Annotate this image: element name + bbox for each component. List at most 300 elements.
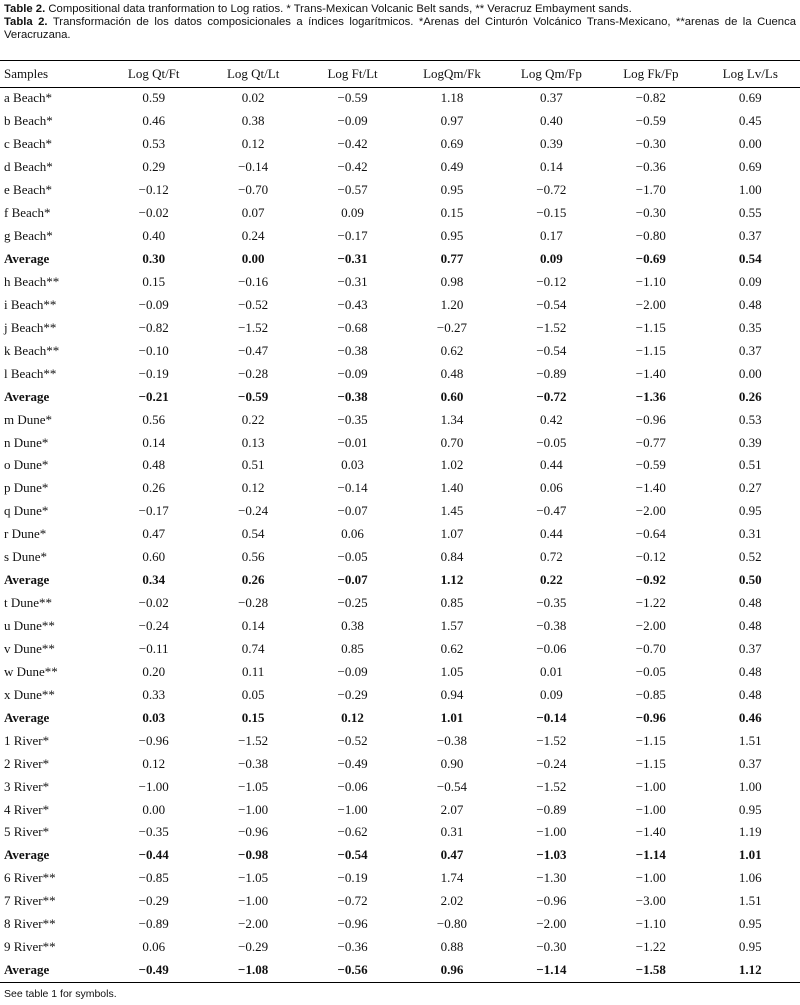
sample-cell: q Dune*: [4, 503, 49, 519]
value-cell: 0.54: [738, 251, 762, 267]
value-cell: −1.00: [635, 870, 666, 886]
value-cell: −0.54: [337, 847, 368, 863]
value-cell: 0.37: [540, 90, 563, 106]
value-cell: 0.84: [440, 549, 464, 565]
value-cell: −0.01: [337, 434, 368, 450]
value-cell: 0.47: [440, 847, 464, 863]
value-cell: 0.95: [440, 182, 464, 198]
column-header: Samples: [4, 66, 49, 81]
table-row: [0, 729, 800, 752]
value-cell: 0.95: [440, 228, 464, 244]
sample-cell: g Beach*: [4, 228, 53, 244]
table-row: [0, 156, 800, 179]
value-cell: −0.85: [138, 870, 169, 886]
table-row: [0, 87, 800, 110]
value-cell: −0.59: [635, 113, 666, 129]
value-cell: −0.89: [536, 801, 567, 817]
value-cell: −1.14: [536, 962, 567, 978]
value-cell: 2.07: [440, 801, 464, 817]
table-row: [0, 890, 800, 913]
value-cell: 0.50: [738, 572, 762, 588]
value-cell: 0.44: [540, 526, 563, 542]
table-row: [0, 431, 800, 454]
value-cell: −1.00: [138, 778, 169, 794]
table-row: [0, 660, 800, 683]
table-row: [0, 592, 800, 615]
value-cell: −0.05: [536, 434, 567, 450]
value-cell: −0.30: [635, 205, 666, 221]
value-cell: 0.56: [241, 549, 265, 565]
sample-cell: l Beach**: [4, 365, 57, 381]
sample-cell: 2 River*: [4, 755, 50, 771]
value-cell: 0.06: [341, 526, 364, 542]
value-cell: −0.80: [635, 228, 666, 244]
sample-cell: k Beach**: [4, 342, 60, 358]
value-cell: 0.09: [738, 273, 762, 289]
value-cell: 0.14: [241, 618, 265, 634]
value-cell: 0.06: [540, 480, 563, 496]
value-cell: 0.48: [738, 663, 762, 679]
value-cell: −1.15: [635, 732, 666, 748]
value-cell: 0.39: [738, 434, 762, 450]
average-row: [0, 385, 800, 408]
value-cell: −1.52: [536, 732, 567, 748]
average-row: [0, 248, 800, 271]
sample-cell: Average: [4, 962, 50, 978]
value-cell: −0.42: [337, 159, 368, 175]
value-cell: 0.62: [440, 342, 464, 358]
value-cell: 1.12: [738, 962, 762, 978]
value-cell: −0.24: [536, 755, 567, 771]
value-cell: −1.00: [238, 893, 269, 909]
column-header: Log Qm/Fp: [520, 66, 582, 81]
value-cell: −0.09: [138, 296, 169, 312]
caption-es-text: Transformación de los datos composicionales a índices logarítmicos. *Arenas del Cinturón Volcánico Trans-Mexicano, **arenas de la Cuenca Veracruzana.: [4, 16, 797, 41]
value-cell: 0.72: [540, 549, 563, 565]
value-cell: 0.22: [540, 572, 563, 588]
value-cell: −0.36: [337, 939, 368, 955]
value-cell: 0.00: [142, 801, 166, 817]
value-cell: 0.48: [738, 595, 762, 611]
value-cell: 0.44: [540, 457, 563, 473]
sample-cell: i Beach**: [4, 296, 57, 312]
value-cell: 0.60: [142, 549, 166, 565]
value-cell: −1.10: [635, 916, 666, 932]
value-cell: 0.47: [142, 526, 166, 542]
average-row: [0, 959, 800, 982]
value-cell: −0.06: [536, 640, 567, 656]
footnote: See table 1 for symbols.: [4, 988, 117, 1000]
value-cell: 0.37: [738, 640, 762, 656]
value-cell: 1.20: [440, 296, 464, 312]
value-cell: 0.96: [440, 962, 464, 978]
value-cell: 1.05: [440, 663, 464, 679]
value-cell: 0.26: [241, 572, 265, 588]
sample-cell: 4 River*: [4, 801, 50, 817]
value-cell: 0.52: [738, 549, 762, 565]
value-cell: 1.34: [440, 411, 464, 427]
value-cell: −0.31: [337, 273, 368, 289]
value-cell: 0.15: [142, 273, 166, 289]
table-row: [0, 638, 800, 661]
sample-cell: d Beach*: [4, 159, 53, 175]
sample-cell: x Dune**: [4, 686, 55, 702]
value-cell: −0.28: [238, 365, 269, 381]
value-cell: 0.95: [738, 916, 762, 932]
bottom-rule: [0, 982, 800, 983]
value-cell: −0.68: [337, 319, 368, 335]
value-cell: 0.30: [142, 251, 166, 267]
value-cell: −1.08: [238, 962, 269, 978]
column-header: Log Lv/Ls: [722, 66, 778, 81]
value-cell: −0.72: [536, 388, 567, 404]
value-cell: −1.05: [238, 870, 269, 886]
value-cell: 0.85: [440, 595, 464, 611]
sample-cell: n Dune*: [4, 434, 49, 450]
value-cell: −0.02: [138, 595, 169, 611]
value-cell: −1.15: [635, 319, 666, 335]
average-row: [0, 706, 800, 729]
value-cell: −0.19: [138, 365, 169, 381]
value-cell: 0.39: [540, 136, 563, 152]
value-cell: 0.48: [142, 457, 166, 473]
table-row: [0, 500, 800, 523]
value-cell: −1.52: [238, 732, 269, 748]
sample-cell: m Dune*: [4, 411, 53, 427]
value-cell: −0.16: [238, 273, 269, 289]
table-row: [0, 202, 800, 225]
table-row: [0, 362, 800, 385]
value-cell: −0.80: [436, 916, 468, 932]
value-cell: −2.00: [635, 296, 666, 312]
value-cell: 0.56: [142, 411, 166, 427]
value-cell: −0.14: [337, 480, 368, 496]
sample-cell: 1 River*: [4, 732, 50, 748]
value-cell: −0.14: [238, 159, 269, 175]
sample-cell: Average: [4, 572, 50, 588]
value-cell: 0.51: [241, 457, 265, 473]
value-cell: −0.28: [238, 595, 269, 611]
value-cell: 0.05: [241, 686, 265, 702]
value-cell: 0.49: [440, 159, 464, 175]
column-header: Log Ft/Lt: [327, 66, 378, 81]
table-row: [0, 133, 800, 156]
value-cell: 0.01: [540, 663, 563, 679]
table-row: [0, 225, 800, 248]
sample-cell: f Beach*: [4, 205, 51, 221]
value-cell: 0.15: [241, 709, 265, 725]
caption-spanish: [4, 16, 796, 42]
value-cell: 0.88: [440, 939, 464, 955]
value-cell: 0.33: [142, 686, 166, 702]
value-cell: 0.12: [241, 480, 265, 496]
value-cell: 0.48: [738, 296, 762, 312]
table-header: [0, 61, 800, 87]
table-row: [0, 293, 800, 316]
sample-cell: 6 River**: [4, 870, 56, 886]
sample-cell: Average: [4, 251, 50, 267]
sample-cell: Average: [4, 388, 50, 404]
value-cell: 0.69: [738, 159, 762, 175]
value-cell: 1.51: [738, 732, 762, 748]
value-cell: 0.12: [142, 755, 166, 771]
value-cell: 2.02: [440, 893, 464, 909]
value-cell: 0.62: [440, 640, 464, 656]
sample-cell: 9 River**: [4, 939, 56, 955]
value-cell: 1.57: [440, 618, 464, 634]
value-cell: −0.27: [436, 319, 468, 335]
value-cell: 0.29: [142, 159, 166, 175]
value-cell: −3.00: [635, 893, 666, 909]
value-cell: −0.25: [337, 595, 368, 611]
value-cell: −0.56: [337, 962, 368, 978]
value-cell: 1.18: [440, 90, 464, 106]
value-cell: 0.69: [738, 90, 762, 106]
table-row: [0, 316, 800, 339]
value-cell: 0.22: [241, 411, 265, 427]
value-cell: 1.51: [738, 893, 762, 909]
value-cell: −0.38: [337, 388, 368, 404]
sample-cell: Average: [4, 847, 50, 863]
sample-cell: 8 River**: [4, 916, 56, 932]
sample-cell: h Beach**: [4, 273, 60, 289]
value-cell: −2.00: [536, 916, 567, 932]
value-cell: −1.15: [635, 342, 666, 358]
value-cell: 0.09: [540, 251, 563, 267]
value-cell: 0.35: [738, 319, 762, 335]
value-cell: −0.89: [138, 916, 169, 932]
value-cell: −0.30: [536, 939, 567, 955]
value-cell: −0.92: [635, 572, 666, 588]
value-cell: 0.48: [738, 618, 762, 634]
value-cell: −0.07: [337, 503, 368, 519]
value-cell: 0.42: [540, 411, 563, 427]
table-row: [0, 408, 800, 431]
value-cell: −1.40: [635, 365, 666, 381]
value-cell: −1.00: [536, 824, 567, 840]
value-cell: −0.09: [337, 365, 368, 381]
value-cell: 0.53: [142, 136, 166, 152]
value-cell: −0.47: [536, 503, 567, 519]
sample-cell: e Beach*: [4, 182, 53, 198]
value-cell: −0.24: [238, 503, 269, 519]
value-cell: 0.02: [241, 90, 265, 106]
value-cell: −0.96: [536, 893, 567, 909]
value-cell: −0.62: [337, 824, 368, 840]
value-cell: −0.52: [238, 296, 269, 312]
caption-en-label: Table 2.: [4, 3, 46, 15]
table-row: [0, 775, 800, 798]
table-row: [0, 798, 800, 821]
value-cell: 0.85: [341, 640, 364, 656]
table-row: [0, 454, 800, 477]
caption-es-label: Tabla 2.: [4, 16, 48, 28]
value-cell: 0.00: [241, 251, 265, 267]
value-cell: 0.12: [241, 136, 265, 152]
value-cell: 1.06: [738, 870, 762, 886]
value-cell: −1.52: [536, 319, 567, 335]
value-cell: −1.22: [635, 939, 666, 955]
value-cell: −0.47: [238, 342, 269, 358]
value-cell: 0.90: [440, 755, 464, 771]
value-cell: 1.00: [738, 182, 762, 198]
value-cell: −0.29: [337, 686, 368, 702]
sample-cell: u Dune**: [4, 618, 55, 634]
value-cell: 0.60: [440, 388, 464, 404]
value-cell: 0.17: [540, 228, 563, 244]
table-row: [0, 110, 800, 133]
value-cell: −2.00: [238, 916, 269, 932]
value-cell: 1.02: [440, 457, 464, 473]
value-cell: 0.38: [241, 113, 265, 129]
value-cell: 0.51: [738, 457, 762, 473]
sample-cell: c Beach*: [4, 136, 53, 152]
table-row: [0, 179, 800, 202]
value-cell: 1.45: [440, 503, 464, 519]
value-cell: −0.96: [238, 824, 269, 840]
value-cell: −0.38: [436, 732, 468, 748]
table-row: [0, 271, 800, 294]
value-cell: 1.40: [440, 480, 464, 496]
value-cell: −0.31: [337, 251, 368, 267]
table-row: [0, 615, 800, 638]
value-cell: −1.30: [536, 870, 567, 886]
sample-cell: Average: [4, 709, 50, 725]
value-cell: 0.40: [540, 113, 563, 129]
value-cell: 0.24: [241, 228, 265, 244]
value-cell: −0.05: [337, 549, 368, 565]
value-cell: −1.40: [635, 824, 666, 840]
value-cell: 1.74: [440, 870, 464, 886]
value-cell: 0.95: [738, 939, 762, 955]
value-cell: 0.59: [142, 90, 166, 106]
value-cell: −1.00: [238, 801, 269, 817]
value-cell: 0.27: [738, 480, 762, 496]
value-cell: 0.20: [142, 663, 166, 679]
sample-cell: 7 River**: [4, 893, 56, 909]
value-cell: 0.37: [738, 342, 762, 358]
value-cell: −2.00: [635, 503, 666, 519]
value-cell: −0.44: [138, 847, 169, 863]
value-cell: 0.98: [440, 273, 464, 289]
value-cell: −0.06: [337, 778, 368, 794]
value-cell: 0.70: [440, 434, 464, 450]
value-cell: −0.59: [337, 90, 368, 106]
sample-cell: p Dune*: [4, 480, 49, 496]
value-cell: −0.69: [635, 251, 666, 267]
value-cell: −0.54: [536, 296, 567, 312]
value-cell: −0.10: [138, 342, 169, 358]
value-cell: 0.13: [241, 434, 265, 450]
value-cell: −1.00: [635, 801, 666, 817]
table-row: [0, 477, 800, 500]
value-cell: −0.09: [337, 113, 368, 129]
value-cell: −0.64: [635, 526, 666, 542]
value-cell: 1.01: [738, 847, 762, 863]
value-cell: −0.21: [138, 388, 169, 404]
value-cell: −0.96: [337, 916, 368, 932]
value-cell: −0.52: [337, 732, 368, 748]
log-ratio-table: [0, 61, 800, 982]
value-cell: −1.00: [635, 778, 666, 794]
header-row: [0, 61, 800, 87]
value-cell: −0.29: [238, 939, 269, 955]
value-cell: −1.36: [635, 388, 666, 404]
table-row: [0, 683, 800, 706]
value-cell: −0.11: [138, 640, 169, 656]
column-header: LogQm/Fk: [423, 66, 481, 81]
value-cell: 0.95: [738, 801, 762, 817]
value-cell: 0.45: [738, 113, 762, 129]
value-cell: 0.15: [440, 205, 464, 221]
value-cell: 0.95: [738, 503, 762, 519]
value-cell: −0.72: [536, 182, 567, 198]
value-cell: 0.37: [738, 228, 762, 244]
value-cell: 0.40: [142, 228, 166, 244]
value-cell: −0.35: [536, 595, 567, 611]
value-cell: 0.14: [540, 159, 563, 175]
value-cell: −0.38: [337, 342, 368, 358]
value-cell: 1.01: [440, 709, 464, 725]
value-cell: −0.19: [337, 870, 368, 886]
sample-cell: 5 River*: [4, 824, 50, 840]
caption-en-text: Compositional data tranformation to Log ratios. * Trans-Mexican Volcanic Belt sands, ** Veracruz Embayment sands.: [45, 3, 632, 15]
value-cell: −0.30: [635, 136, 666, 152]
sample-cell: v Dune**: [4, 640, 55, 656]
value-cell: 0.55: [738, 205, 762, 221]
column-header: Log Qt/Ft: [127, 66, 180, 81]
value-cell: 0.06: [142, 939, 166, 955]
value-cell: −0.12: [635, 549, 666, 565]
sample-cell: a Beach*: [4, 90, 53, 106]
value-cell: 0.46: [738, 709, 762, 725]
column-header: Log Qt/Lt: [226, 66, 280, 81]
value-cell: −0.70: [635, 640, 666, 656]
sample-cell: s Dune*: [4, 549, 47, 565]
value-cell: 0.97: [440, 113, 464, 129]
value-cell: −0.98: [238, 847, 269, 863]
value-cell: 0.26: [738, 388, 762, 404]
value-cell: 0.09: [540, 686, 563, 702]
value-cell: 0.26: [142, 480, 166, 496]
table-row: [0, 752, 800, 775]
value-cell: −1.22: [635, 595, 666, 611]
value-cell: −0.29: [138, 893, 169, 909]
value-cell: −0.70: [238, 182, 269, 198]
value-cell: 1.12: [440, 572, 464, 588]
value-cell: −0.57: [337, 182, 368, 198]
value-cell: −1.15: [635, 755, 666, 771]
sample-cell: r Dune*: [4, 526, 47, 542]
value-cell: 0.09: [341, 205, 364, 221]
value-cell: −1.10: [635, 273, 666, 289]
value-cell: 0.11: [241, 663, 265, 679]
value-cell: −1.03: [536, 847, 567, 863]
value-cell: −1.00: [337, 801, 368, 817]
value-cell: −0.17: [138, 503, 169, 519]
value-cell: −0.72: [337, 893, 368, 909]
value-cell: 0.03: [341, 457, 364, 473]
value-cell: 0.48: [440, 365, 464, 381]
value-cell: −0.96: [138, 732, 169, 748]
value-cell: 1.00: [738, 778, 762, 794]
column-header: Log Fk/Fp: [623, 66, 679, 81]
value-cell: −0.96: [635, 411, 666, 427]
value-cell: −0.89: [536, 365, 567, 381]
value-cell: 0.00: [738, 136, 762, 152]
value-cell: −0.77: [635, 434, 666, 450]
sample-cell: o Dune*: [4, 457, 49, 473]
